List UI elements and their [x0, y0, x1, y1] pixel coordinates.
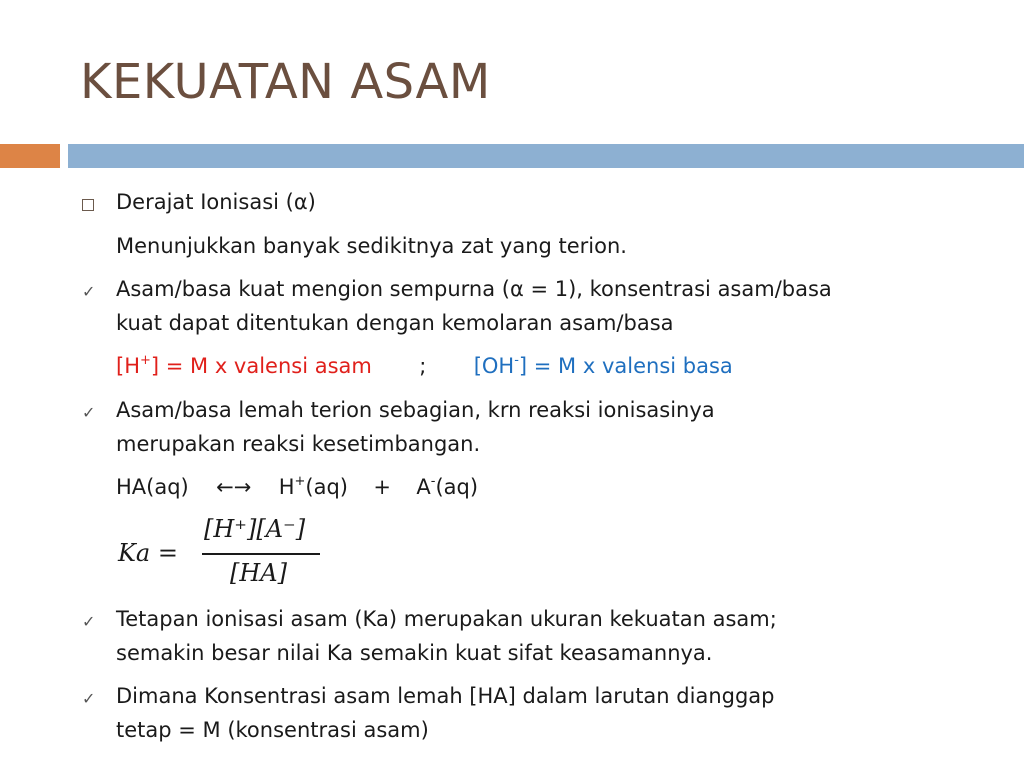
- item1-heading: Derajat Ionisasi (α): [116, 190, 316, 214]
- item5-line1: Dimana Konsentrasi asam lemah [HA] dalam larutan dianggap: [116, 684, 775, 708]
- formula-lhs: Ka =: [118, 539, 178, 567]
- accent-bar-blue: [68, 144, 1024, 168]
- oh-conc-equation: [OH-] = M x valensi basa: [473, 353, 733, 378]
- item1-subtext: Menunjukkan banyak sedikitnya zat yang terion.: [116, 234, 627, 258]
- item2-line1: Asam/basa kuat mengion sempurna (α = 1), konsentrasi asam/basa: [116, 277, 832, 301]
- equation-separator: ;: [419, 354, 427, 378]
- accent-bar-orange: [0, 144, 60, 168]
- strong-acid-equation: [116, 350, 733, 383]
- item3-line1: Asam/basa lemah terion sebagian, krn reaksi ionisasinya: [116, 398, 715, 422]
- check-bullet-icon: ✓: [82, 282, 96, 301]
- ka-formula: [118, 515, 328, 595]
- square-bullet-icon: [82, 199, 94, 211]
- item5-line2: tetap = M (konsentrasi asam): [116, 718, 429, 742]
- item4-line1: Tetapan ionisasi asam (Ka) merupakan ukuran kekuatan asam;: [116, 607, 777, 631]
- equilibrium-arrow-icon: ←→: [216, 475, 252, 499]
- formula-denominator: [HA]: [230, 559, 287, 587]
- check-bullet-icon: ✓: [82, 612, 96, 631]
- check-bullet-icon: ✓: [82, 689, 96, 708]
- item2-line2: kuat dapat ditentukan dengan kemolaran asam/basa: [116, 311, 674, 335]
- fraction-line: [202, 553, 320, 555]
- item3-line2: merupakan reaksi kesetimbangan.: [116, 432, 481, 456]
- slide-title: KEKUATAN ASAM: [80, 54, 491, 110]
- check-bullet-icon: ✓: [82, 403, 96, 422]
- formula-numerator: [H⁺][A⁻]: [204, 515, 306, 543]
- ionization-reaction: HA(aq) ←→ H+(aq) + A-(aq): [116, 474, 479, 499]
- h-conc-equation: [H+] = M x valensi asam: [116, 353, 372, 378]
- item4-line2: semakin besar nilai Ka semakin kuat sifat keasamannya.: [116, 641, 713, 665]
